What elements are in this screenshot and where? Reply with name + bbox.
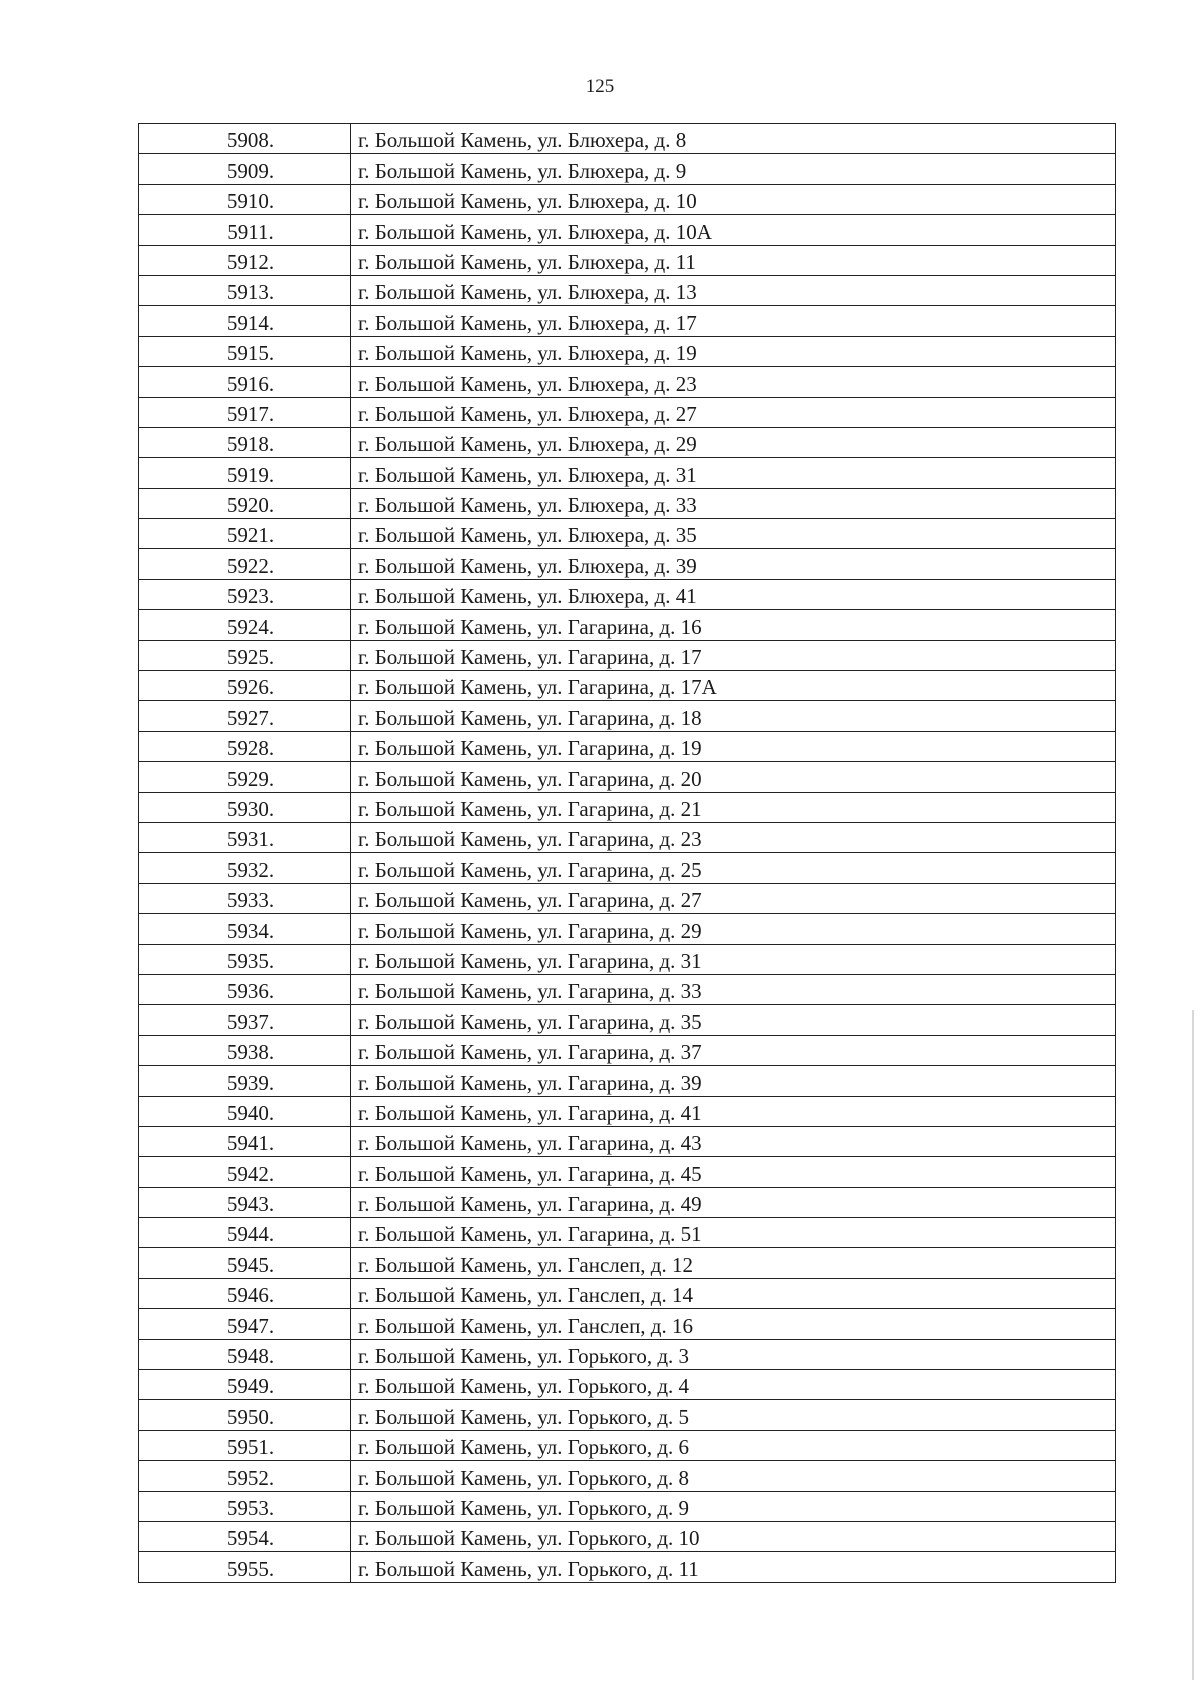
address-text: г. Большой Камень, ул. Гагарина, д. 25 xyxy=(358,857,702,882)
address-text: г. Большой Камень, ул. Гагарина, д. 37 xyxy=(358,1040,702,1065)
page-number: 125 xyxy=(585,76,615,97)
address-text: г. Большой Камень, ул. Блюхера, д. 41 xyxy=(358,584,697,609)
address-cell xyxy=(351,124,1116,154)
table-row xyxy=(139,853,1116,883)
table-row xyxy=(139,336,1116,366)
row-number: 5950. xyxy=(226,1404,275,1429)
address-text: г. Большой Камень, ул. Горького, д. 8 xyxy=(358,1465,690,1490)
address-text: г. Большой Камень, ул. Гагарина, д. 35 xyxy=(358,1009,702,1034)
table-row xyxy=(139,1461,1116,1491)
row-number: 5946. xyxy=(226,1283,275,1308)
row-number: 5926. xyxy=(226,675,275,700)
address-text: г. Большой Камень, ул. Гагарина, д. 23 xyxy=(358,827,702,852)
row-number-cell xyxy=(139,215,351,245)
address-text: г. Большой Камень, ул. Блюхера, д. 13 xyxy=(358,280,697,305)
row-number: 5951. xyxy=(226,1435,275,1460)
address-text: г. Большой Камень, ул. Гагарина, д. 31 xyxy=(358,948,702,973)
row-number: 5941. xyxy=(226,1131,275,1156)
table-row xyxy=(139,1521,1116,1551)
table-row xyxy=(139,245,1116,275)
row-number-cell xyxy=(139,1157,351,1187)
address-text: г. Большой Камень, ул. Ганслеп, д. 14 xyxy=(358,1283,693,1308)
address-cell xyxy=(351,1157,1116,1187)
address-cell xyxy=(351,549,1116,579)
table-row xyxy=(139,427,1116,457)
table-row xyxy=(139,883,1116,913)
row-number-cell xyxy=(139,762,351,792)
address-text: г. Большой Камень, ул. Гагарина, д. 21 xyxy=(358,796,702,821)
row-number: 5955. xyxy=(226,1556,275,1581)
table-row xyxy=(139,1278,1116,1308)
row-number: 5930. xyxy=(226,796,275,821)
table-row xyxy=(139,1309,1116,1339)
row-number-cell xyxy=(139,1248,351,1278)
row-number: 5927. xyxy=(226,705,275,730)
address-text: г. Большой Камень, ул. Гагарина, д. 19 xyxy=(358,736,702,761)
address-cell xyxy=(351,579,1116,609)
row-number: 5938. xyxy=(226,1040,275,1065)
address-cell xyxy=(351,1339,1116,1369)
row-number-cell xyxy=(139,124,351,154)
row-number-cell xyxy=(139,701,351,731)
row-number-cell xyxy=(139,1370,351,1400)
address-cell xyxy=(351,1126,1116,1156)
address-cell xyxy=(351,367,1116,397)
table-row xyxy=(139,367,1116,397)
address-text: г. Большой Камень, ул. Блюхера, д. 23 xyxy=(358,371,697,396)
row-number-cell xyxy=(139,853,351,883)
table-row xyxy=(139,1248,1116,1278)
table-row xyxy=(139,1339,1116,1369)
row-number-cell xyxy=(139,519,351,549)
row-number-cell xyxy=(139,1035,351,1065)
address-cell xyxy=(351,640,1116,670)
row-number-cell xyxy=(139,1521,351,1551)
row-number-cell xyxy=(139,974,351,1004)
row-number: 5943. xyxy=(226,1192,275,1217)
table-row xyxy=(139,1218,1116,1248)
row-number: 5922. xyxy=(226,553,275,578)
table-row xyxy=(139,1126,1116,1156)
address-cell xyxy=(351,427,1116,457)
row-number: 5933. xyxy=(226,888,275,913)
table-row xyxy=(139,458,1116,488)
table-row xyxy=(139,275,1116,305)
table-row xyxy=(139,1491,1116,1521)
table-row xyxy=(139,184,1116,214)
row-number-cell xyxy=(139,458,351,488)
address-text: г. Большой Камень, ул. Ганслеп, д. 16 xyxy=(358,1313,693,1338)
address-text: г. Большой Камень, ул. Гагарина, д. 16 xyxy=(358,614,702,639)
row-number-cell xyxy=(139,1309,351,1339)
address-cell xyxy=(351,974,1116,1004)
address-cell xyxy=(351,914,1116,944)
address-text: г. Большой Камень, ул. Гагарина, д. 41 xyxy=(358,1100,702,1125)
table-row xyxy=(139,974,1116,1004)
address-cell xyxy=(351,1096,1116,1126)
table-row xyxy=(139,671,1116,701)
address-text: г. Большой Камень, ул. Гагарина, д. 51 xyxy=(358,1222,702,1247)
row-number: 5931. xyxy=(226,827,275,852)
address-cell xyxy=(351,154,1116,184)
row-number-cell xyxy=(139,883,351,913)
address-text: г. Большой Камень, ул. Горького, д. 3 xyxy=(358,1344,690,1369)
row-number-cell xyxy=(139,367,351,397)
address-cell xyxy=(351,1066,1116,1096)
address-text: г. Большой Камень, ул. Блюхера, д. 35 xyxy=(358,523,697,548)
row-number: 5919. xyxy=(226,462,275,487)
address-text: г. Большой Камень, ул. Блюхера, д. 33 xyxy=(358,493,697,518)
address-cell xyxy=(351,610,1116,640)
address-text: г. Большой Камень, ул. Блюхера, д. 31 xyxy=(358,462,697,487)
address-text: г. Большой Камень, ул. Горького, д. 6 xyxy=(358,1435,690,1460)
row-number-cell xyxy=(139,1005,351,1035)
row-number-cell xyxy=(139,640,351,670)
table-row xyxy=(139,944,1116,974)
table-row xyxy=(139,914,1116,944)
row-number-cell xyxy=(139,579,351,609)
row-number-cell xyxy=(139,1187,351,1217)
address-cell xyxy=(351,1370,1116,1400)
address-cell xyxy=(351,1035,1116,1065)
row-number-cell xyxy=(139,822,351,852)
row-number-cell xyxy=(139,488,351,518)
address-text: г. Большой Камень, ул. Горького, д. 10 xyxy=(358,1526,700,1551)
address-cell xyxy=(351,488,1116,518)
table-row xyxy=(139,154,1116,184)
row-number-cell xyxy=(139,154,351,184)
address-cell xyxy=(351,1521,1116,1551)
address-text: г. Большой Камень, ул. Горького, д. 11 xyxy=(358,1556,699,1581)
row-number-cell xyxy=(139,1096,351,1126)
address-cell xyxy=(351,397,1116,427)
table-row xyxy=(139,124,1116,154)
address-text: г. Большой Камень, ул. Гагарина, д. 27 xyxy=(358,888,702,913)
address-text: г. Большой Камень, ул. Гагарина, д. 17А xyxy=(358,675,717,700)
row-number-cell xyxy=(139,549,351,579)
address-text: г. Большой Камень, ул. Гагарина, д. 18 xyxy=(358,705,702,730)
address-cell xyxy=(351,792,1116,822)
row-number-cell xyxy=(139,1400,351,1430)
row-number: 5925. xyxy=(226,645,275,670)
row-number: 5924. xyxy=(226,614,275,639)
table-row xyxy=(139,610,1116,640)
address-cell xyxy=(351,1218,1116,1248)
address-text: г. Большой Камень, ул. Блюхера, д. 11 xyxy=(358,249,696,274)
address-cell xyxy=(351,306,1116,336)
row-number: 5921. xyxy=(226,523,275,548)
row-number: 5954. xyxy=(226,1526,275,1551)
table-row xyxy=(139,1430,1116,1460)
table-row xyxy=(139,731,1116,761)
row-number: 5908. xyxy=(226,128,275,153)
row-number-cell xyxy=(139,1278,351,1308)
table-row xyxy=(139,701,1116,731)
row-number-cell xyxy=(139,427,351,457)
address-text: г. Большой Камень, ул. Гагарина, д. 33 xyxy=(358,979,702,1004)
row-number: 5920. xyxy=(226,493,275,518)
row-number: 5952. xyxy=(226,1465,275,1490)
address-cell xyxy=(351,701,1116,731)
address-text: г. Большой Камень, ул. Блюхера, д. 8 xyxy=(358,128,687,153)
row-number: 5935. xyxy=(226,948,275,973)
address-text: г. Большой Камень, ул. Блюхера, д. 17 xyxy=(358,310,697,335)
row-number: 5910. xyxy=(226,189,275,214)
address-cell xyxy=(351,336,1116,366)
row-number: 5929. xyxy=(226,766,275,791)
row-number-cell xyxy=(139,1430,351,1460)
row-number: 5914. xyxy=(226,310,275,335)
table-row xyxy=(139,1552,1116,1582)
row-number-cell xyxy=(139,1552,351,1582)
table-row xyxy=(139,640,1116,670)
address-table xyxy=(138,123,1116,1583)
address-cell xyxy=(351,184,1116,214)
address-cell xyxy=(351,1461,1116,1491)
row-number: 5939. xyxy=(226,1070,275,1095)
table-row xyxy=(139,488,1116,518)
address-text: г. Большой Камень, ул. Блюхера, д. 10А xyxy=(358,219,712,244)
address-text: г. Большой Камень, ул. Ганслеп, д. 12 xyxy=(358,1252,693,1277)
row-number: 5917. xyxy=(226,401,275,426)
row-number-cell xyxy=(139,1218,351,1248)
address-cell xyxy=(351,671,1116,701)
address-cell xyxy=(351,1248,1116,1278)
row-number: 5953. xyxy=(226,1495,275,1520)
row-number: 5937. xyxy=(226,1009,275,1034)
table-row xyxy=(139,215,1116,245)
row-number-cell xyxy=(139,1491,351,1521)
address-text: г. Большой Камень, ул. Блюхера, д. 9 xyxy=(358,158,687,183)
scan-edge-line xyxy=(1192,1010,1194,1680)
address-cell xyxy=(351,458,1116,488)
row-number: 5948. xyxy=(226,1344,275,1369)
address-text: г. Большой Камень, ул. Гагарина, д. 17 xyxy=(358,645,702,670)
address-cell xyxy=(351,944,1116,974)
address-cell xyxy=(351,1309,1116,1339)
row-number-cell xyxy=(139,944,351,974)
address-cell xyxy=(351,275,1116,305)
table-row xyxy=(139,579,1116,609)
address-cell xyxy=(351,762,1116,792)
row-number: 5934. xyxy=(226,918,275,943)
row-number-cell xyxy=(139,336,351,366)
address-text: г. Большой Камень, ул. Горького, д. 9 xyxy=(358,1495,690,1520)
address-text: г. Большой Камень, ул. Блюхера, д. 10 xyxy=(358,189,697,214)
table-row xyxy=(139,1157,1116,1187)
row-number: 5947. xyxy=(226,1313,275,1338)
table-row xyxy=(139,792,1116,822)
row-number-cell xyxy=(139,306,351,336)
table-row xyxy=(139,397,1116,427)
address-text: г. Большой Камень, ул. Гагарина, д. 20 xyxy=(358,766,702,791)
table-row xyxy=(139,1096,1116,1126)
row-number: 5912. xyxy=(226,249,275,274)
row-number-cell xyxy=(139,245,351,275)
row-number: 5915. xyxy=(226,341,275,366)
row-number-cell xyxy=(139,610,351,640)
row-number-cell xyxy=(139,1066,351,1096)
row-number: 5913. xyxy=(226,280,275,305)
address-cell xyxy=(351,853,1116,883)
row-number-cell xyxy=(139,731,351,761)
address-cell xyxy=(351,519,1116,549)
address-text: г. Большой Камень, ул. Гагарина, д. 43 xyxy=(358,1131,702,1156)
address-cell xyxy=(351,1005,1116,1035)
table-row xyxy=(139,822,1116,852)
row-number-cell xyxy=(139,792,351,822)
table-row xyxy=(139,1370,1116,1400)
address-cell xyxy=(351,245,1116,275)
address-cell xyxy=(351,1187,1116,1217)
table-row xyxy=(139,1400,1116,1430)
row-number: 5942. xyxy=(226,1161,275,1186)
row-number-cell xyxy=(139,914,351,944)
address-text: г. Большой Камень, ул. Гагарина, д. 49 xyxy=(358,1192,702,1217)
address-cell xyxy=(351,1278,1116,1308)
table-row xyxy=(139,1035,1116,1065)
address-text: г. Большой Камень, ул. Гагарина, д. 39 xyxy=(358,1070,702,1095)
row-number-cell xyxy=(139,184,351,214)
table-row xyxy=(139,762,1116,792)
table-row xyxy=(139,1066,1116,1096)
row-number: 5928. xyxy=(226,736,275,761)
table-row xyxy=(139,519,1116,549)
row-number: 5918. xyxy=(226,432,275,457)
row-number: 5944. xyxy=(226,1222,275,1247)
row-number-cell xyxy=(139,671,351,701)
table-row xyxy=(139,306,1116,336)
address-text: г. Большой Камень, ул. Блюхера, д. 39 xyxy=(358,553,697,578)
address-cell xyxy=(351,1400,1116,1430)
address-cell xyxy=(351,883,1116,913)
address-text: г. Большой Камень, ул. Гагарина, д. 29 xyxy=(358,918,702,943)
row-number: 5909. xyxy=(226,158,275,183)
row-number-cell xyxy=(139,397,351,427)
address-text: г. Большой Камень, ул. Блюхера, д. 29 xyxy=(358,432,697,457)
row-number: 5923. xyxy=(226,584,275,609)
address-cell xyxy=(351,822,1116,852)
address-cell xyxy=(351,215,1116,245)
address-text: г. Большой Камень, ул. Гагарина, д. 45 xyxy=(358,1161,702,1186)
address-table-body xyxy=(139,124,1116,1583)
address-cell xyxy=(351,1430,1116,1460)
row-number: 5916. xyxy=(226,371,275,396)
row-number: 5911. xyxy=(227,219,274,244)
row-number: 5932. xyxy=(226,857,275,882)
row-number-cell xyxy=(139,1339,351,1369)
table-row xyxy=(139,1005,1116,1035)
row-number-cell xyxy=(139,1461,351,1491)
address-text: г. Большой Камень, ул. Блюхера, д. 27 xyxy=(358,401,697,426)
row-number: 5949. xyxy=(226,1374,275,1399)
table-row xyxy=(139,549,1116,579)
address-cell xyxy=(351,1552,1116,1582)
address-text: г. Большой Камень, ул. Горького, д. 4 xyxy=(358,1374,690,1399)
row-number-cell xyxy=(139,1126,351,1156)
row-number: 5945. xyxy=(226,1252,275,1277)
address-cell xyxy=(351,1491,1116,1521)
table-row xyxy=(139,1187,1116,1217)
row-number-cell xyxy=(139,275,351,305)
row-number: 5940. xyxy=(226,1100,275,1125)
address-cell xyxy=(351,731,1116,761)
address-text: г. Большой Камень, ул. Горького, д. 5 xyxy=(358,1404,690,1429)
row-number: 5936. xyxy=(226,979,275,1004)
address-text: г. Большой Камень, ул. Блюхера, д. 19 xyxy=(358,341,697,366)
